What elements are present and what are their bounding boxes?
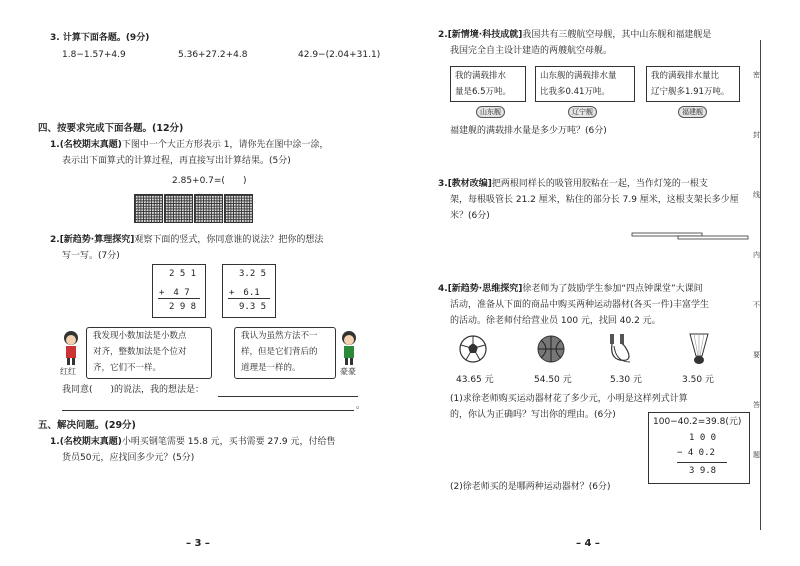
p1-tag: (名校期末真题): [59, 437, 122, 447]
ship-tag-fujian: 福建舰: [678, 106, 707, 118]
sub1-line2: 的，你认为正确吗？写出你的理由。(6分): [450, 410, 616, 420]
card1-line2: 量是6.5万吨。: [455, 87, 512, 97]
calc-rule: [677, 462, 727, 463]
calc-equation: 100−40.2=39.8(元): [653, 417, 742, 427]
r2-text1: 我国共有三艘航空母舰，其中山东舰和福建舰是: [522, 30, 712, 40]
r3-num: 3.: [438, 179, 448, 189]
girl-illustration-icon: [60, 330, 82, 366]
ship-tag-liaoning: 辽宁舰: [568, 106, 597, 118]
bubble-right-line2: 样，但是它们背后的: [241, 347, 318, 357]
v2-rule: [228, 298, 270, 299]
right-page: [400, 0, 800, 566]
hundred-grid-3[interactable]: [194, 194, 223, 223]
page-number-4: – 4 –: [576, 538, 600, 549]
q2-text2: 写一写。(7分): [62, 251, 120, 261]
r3-tag: [教材改编]: [447, 179, 492, 189]
q3-expr-1: 1.8−1.57+4.9: [62, 50, 126, 60]
calc-row1: 1 0 0: [689, 433, 717, 443]
r2-line1: [438, 29, 711, 41]
q1-expression: 2.85+0.7=( ): [172, 176, 247, 186]
r4-line1: [438, 283, 703, 295]
straw-diagram: [630, 230, 750, 242]
v1-row2: + 4 7: [159, 288, 190, 298]
price-basketball: 54.50 元: [534, 375, 572, 385]
card3-line1: 我的满载排水量比: [651, 71, 720, 81]
q3-expr-2: 5.36+27.2+4.8: [178, 50, 248, 60]
q2-tag: [新趋势·算理探究]: [59, 235, 135, 245]
q1-num: 1.: [50, 140, 60, 150]
binding-line: [760, 40, 762, 530]
info-card-liaoning: [535, 66, 635, 102]
agree-prompt: 我同意( )的说法，我的想法是：: [62, 385, 205, 395]
name-haohao: 豪豪: [340, 367, 356, 376]
q1-tag: (名校期末真题): [59, 140, 122, 150]
v1-row1: 2 5 1: [169, 269, 197, 279]
bubble-right-line1: 我认为虽然方法不一: [241, 331, 318, 341]
hundred-grid-1[interactable]: [134, 194, 163, 223]
bubble-left-line1: 我发现小数加法是小数点: [93, 331, 187, 341]
r3-line1: [438, 178, 708, 190]
card2-line1: 山东舰的满载排水量: [540, 71, 617, 81]
p1-num: 1.: [50, 437, 60, 447]
binding-char-4: 内: [753, 251, 760, 259]
p1-text1: 小明买钢笔需要 15.8 元，买书需要 27.9 元，付给售: [121, 437, 336, 447]
v1-row3: 2 9 8: [169, 302, 197, 312]
info-card-fujian: [646, 66, 740, 102]
q1-line1: [50, 139, 329, 151]
answer-line-2[interactable]: [62, 410, 354, 411]
answer-line-1[interactable]: [218, 396, 358, 397]
basketball-icon: [536, 334, 566, 364]
vertical-calc-2: [222, 264, 276, 318]
v2-row1: 3.2 5: [239, 269, 267, 279]
page-number-3: – 3 –: [186, 538, 210, 549]
binding-char-8: 题: [753, 451, 760, 459]
binding-char-3: 线: [753, 191, 760, 199]
r2-question: 福建舰的满载排水量是多少万吨？(6分): [450, 126, 607, 136]
r2-text2: 我国完全自主设计建造的两艘航空母舰。: [450, 46, 613, 56]
calc-row2: − 4 0.2: [677, 448, 715, 458]
bubble-right-line3: 道理是一样的。: [241, 363, 301, 373]
r3-text2: 架，每根吸管长 21.2 厘米，粘住的部分长 7.9 厘米，这根支架长多少厘: [450, 195, 739, 205]
binding-char-6: 要: [753, 351, 760, 359]
q2-text1: 观察下面的竖式，你同意谁的说法？把你的想法: [134, 235, 324, 245]
section-5-title: 五、解决问题。(29分): [38, 420, 136, 431]
hundred-grid-4[interactable]: [224, 194, 253, 223]
p1-text2: 货员50元，应找回多少元？(5分): [62, 453, 195, 463]
hundred-grid-2[interactable]: [164, 194, 193, 223]
jump-rope-icon: [606, 332, 638, 366]
binding-char-7: 答: [753, 401, 760, 409]
name-honghong: 红红: [60, 367, 76, 376]
r4-text1: 徐老师为了鼓励学生参加“四点钟课堂”大课间: [522, 284, 703, 294]
q1-text1: 下图中一个大正方形表示 1，请你先在图中涂一涂，: [121, 140, 329, 150]
price-shuttlecock: 3.50 元: [682, 375, 714, 385]
soccer-ball-icon: [458, 334, 488, 364]
vertical-calc-1: [152, 264, 206, 318]
sub2-question: (2)徐老师买的是哪两种运动器材？(6分): [450, 482, 611, 492]
sub1-line1: (1)求徐老师购买运动器材花了多少元，小明是这样列式计算: [450, 394, 688, 404]
binding-char-5: 不: [753, 301, 760, 309]
price-jump-rope: 5.30 元: [610, 375, 642, 385]
calc-row3: 3 9.8: [689, 466, 717, 476]
r4-text2: 活动，准备从下面的商品中购买两种运动器材(各买一件)丰富学生: [450, 300, 710, 310]
r3-text3: 米？(6分): [450, 211, 490, 221]
shuttlecock-icon: [686, 332, 712, 366]
r3-text1: 把两根同样长的吸管用胶粘在一起，当作灯笼的一根支: [491, 179, 708, 189]
section-4-title: 四、按要求完成下面各题。(12分): [38, 123, 184, 134]
card3-line2: 辽宁舰多1.91万吨。: [651, 87, 730, 97]
info-card-shandong: [450, 66, 526, 102]
v1-rule: [158, 298, 200, 299]
r2-tag: [新情境·科技成就]: [447, 30, 523, 40]
binding-char-2: 封: [753, 131, 760, 139]
p1-line1: [50, 436, 335, 448]
bubble-left-line2: 对齐，整数加法是个位对: [93, 347, 187, 357]
card1-line1: 我的满载排水: [455, 71, 507, 81]
q3-title: 3. 计算下面各题。(9分): [50, 33, 150, 43]
q1-text2: 表示出下面算式的计算过程，再直接写出计算结果。(5分): [62, 156, 291, 166]
card2-line2: 比我多0.41万吨。: [540, 87, 610, 97]
speech-bubble-left: [86, 327, 212, 379]
v2-row2: + 6.1: [229, 288, 260, 298]
ship-tag-shandong: 山东舰: [476, 106, 505, 118]
bubble-left-line3: 齐，它们不一样。: [93, 363, 162, 373]
r4-num: 4.: [438, 284, 448, 294]
v2-row3: 9.3 5: [239, 302, 267, 312]
r2-num: 2.: [438, 30, 448, 40]
price-soccer: 43.65 元: [456, 375, 494, 385]
r4-tag: [新趋势·思维探究]: [447, 284, 523, 294]
q3-expr-3: 42.9−(2.04+31.1): [298, 50, 381, 60]
xiaoming-calculation-box: [648, 412, 750, 484]
q2-num: 2.: [50, 235, 60, 245]
boy-illustration-icon: [338, 330, 360, 366]
binding-char-1: 密: [753, 71, 760, 79]
r4-text3: 的活动。徐老师付给营业员 100 元，找回 40.2 元。: [450, 316, 661, 326]
speech-bubble-right: [234, 327, 336, 379]
agree-period: 。: [356, 401, 366, 411]
q2-line1: [50, 234, 323, 246]
